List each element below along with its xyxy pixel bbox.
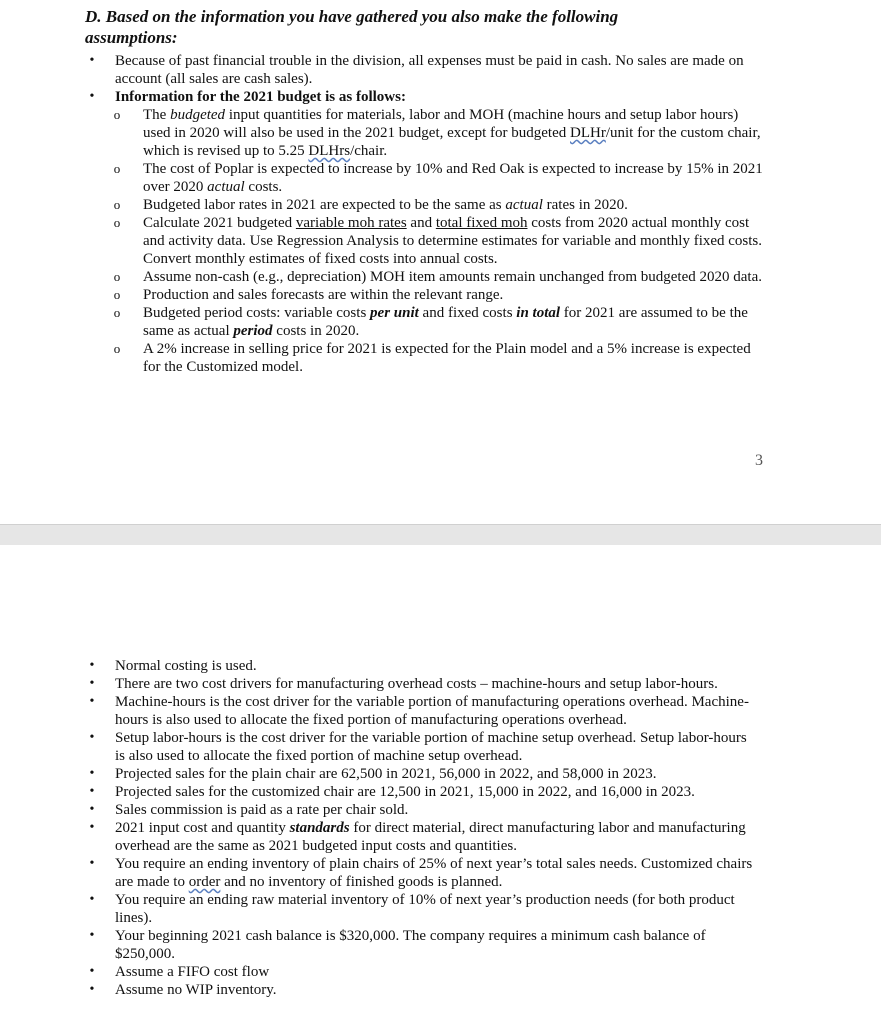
list-item: • Information for the 2021 budget is as follows: o The budgeted input quantities for materials, labor and MOH (machine hours and setup labor hours) used in 2020 will also be used in the 2021 budget, except for budgeted DLHr/unit for the custom chair, which is revised up to 5.25 DLHrs/chair. o The cost of Poplar is expected to increase by 10% and Red Oak is expected to increase by 15% in 2021 over 2020 actual costs. o Budgeted labor rates in 2021 are expected to be the same as actual rates in 2020. o Calculate 2021 budgeted variable moh rates and total fixed moh costs from 2020 actual monthly cost and activity data. Use Regression Analysis to determine estimates for variable and monthly fixed costs. Convert monthly estimates of fixed costs into annual costs. o Assume non-cash (e.g., depreciation) MOH item amounts remain unchanged from budgeted 2020 data. o Production and sales forecasts are within the relevant range. o Budgeted period costs: variable costs per unit and fixed costs in total for 2021 are assumed to be the same as actual period costs in 2020. o A 2% increase in selling price for 2021 is expected for the Plain model and a 5% increase is expected for the Customized model. [86, 88, 756, 376]
bullet-icon: • [89, 964, 95, 979]
list-item: • Sales commission is paid as a rate per chair sold. [86, 801, 756, 819]
sub-list-item: o A 2% increase in selling price for 2021 is expected for the Plain model and a 5% increase is expected for the Customized model. [86, 340, 766, 376]
sub-bullet-icon: o [113, 305, 121, 320]
assumptions-list [86, 52, 763, 376]
bullet-icon: • [89, 820, 95, 835]
bullet-icon: • [89, 784, 95, 799]
sub-bullet-icon: o [113, 161, 121, 176]
list-item: • Projected sales for the plain chair are 62,500 in 2021, 56,000 in 2022, and 58,000 in 2023. [86, 765, 756, 783]
list-item: • Projected sales for the customized chair are 12,500 in 2021, 15,000 in 2022, and 16,000 in 2023. [86, 783, 756, 801]
sub-list-item: o Production and sales forecasts are within the relevant range. [86, 286, 766, 304]
bullet-icon: • [89, 856, 95, 871]
sub-bullet-icon: o [113, 341, 121, 356]
sub-bullet-icon: o [113, 269, 121, 284]
sub-bullet-icon: o [113, 287, 121, 302]
list-item: • Assume no WIP inventory. [86, 981, 756, 999]
list-item: • You require an ending raw material inventory of 10% of next year’s production needs (for both product lines). [86, 891, 756, 927]
sub-list-item: o Budgeted period costs: variable costs per unit and fixed costs in total for 2021 are assumed to be the same as actual period costs in 2020. [86, 304, 766, 340]
bullet-icon: • [89, 730, 95, 745]
heading-line-2: assumptions: [85, 28, 178, 47]
list-item: • Normal costing is used. [86, 657, 756, 675]
sub-bullet-icon: o [113, 215, 121, 230]
bullet-icon: • [89, 766, 95, 781]
bullet-icon: • [89, 53, 95, 68]
document-page-2 [0, 545, 881, 1024]
page-number: 3 [755, 452, 763, 469]
list-item: • Because of past financial trouble in the division, all expenses must be paid in cash. No sales are made on account (all sales are cash sales). [86, 52, 756, 88]
sub-list-item: o The cost of Poplar is expected to increase by 10% and Red Oak is expected to increase by 15% in 2021 over 2020 actual costs. [86, 160, 766, 196]
sub-bullet-icon: o [113, 197, 121, 212]
bullet-icon: • [89, 658, 95, 673]
bullet-icon: • [89, 89, 95, 104]
sub-list-item: o Budgeted labor rates in 2021 are expected to be the same as actual rates in 2020. [86, 196, 766, 214]
bullet-icon: • [89, 694, 95, 709]
list-item: • Assume a FIFO cost flow [86, 963, 756, 981]
list-item: • 2021 input cost and quantity standards for direct material, direct manufacturing labor and manufacturing overhead are the same as 2021 budgeted input costs and quantities. [86, 819, 756, 855]
sub-list-item: o Assume non-cash (e.g., depreciation) MOH item amounts remain unchanged from budgeted 2020 data. [86, 268, 766, 286]
assumptions-list-continued [86, 657, 756, 999]
budget-info-sublist [86, 106, 766, 376]
bullet-icon: • [89, 676, 95, 691]
list-item: • Your beginning 2021 cash balance is $320,000. The company requires a minimum cash balance of $250,000. [86, 927, 756, 963]
list-item: • Machine-hours is the cost driver for the variable portion of manufacturing operations overhead. Machine-hours is also used to allocate the fixed portion of manufacturing operations overhead. [86, 693, 756, 729]
bullet-icon: • [89, 982, 95, 997]
list-item: • You require an ending inventory of plain chairs of 25% of next year’s total sales needs. Customized chairs are made to order and no inventory of finished goods is planned. [86, 855, 756, 891]
list-item: • There are two cost drivers for manufacturing overhead costs – machine-hours and setup labor-hours. [86, 675, 756, 693]
section-heading [85, 6, 785, 48]
bullet-icon: • [89, 892, 95, 907]
sub-list-item: o Calculate 2021 budgeted variable moh rates and total fixed moh costs from 2020 actual monthly cost and activity data. Use Regression Analysis to determine estimates for variable and monthly fixed costs. Convert monthly estimates of fixed costs into annual costs. [86, 214, 766, 268]
heading-line-1: D. Based on the information you have gathered you also make the following [85, 7, 619, 26]
bullet-icon: • [89, 802, 95, 817]
list-item: • Setup labor-hours is the cost driver for the variable portion of machine setup overhead. Setup labor-hours is also used to allocate the fixed portion of machine setup overhead. [86, 729, 756, 765]
sub-list-item: o The budgeted input quantities for materials, labor and MOH (machine hours and setup labor hours) used in 2020 will also be used in the 2021 budget, except for budgeted DLHr/unit for the custom chair, which is revised up to 5.25 DLHrs/chair. [86, 106, 766, 160]
page-separator [0, 524, 881, 546]
bullet-icon: • [89, 928, 95, 943]
sub-bullet-icon: o [113, 107, 121, 122]
